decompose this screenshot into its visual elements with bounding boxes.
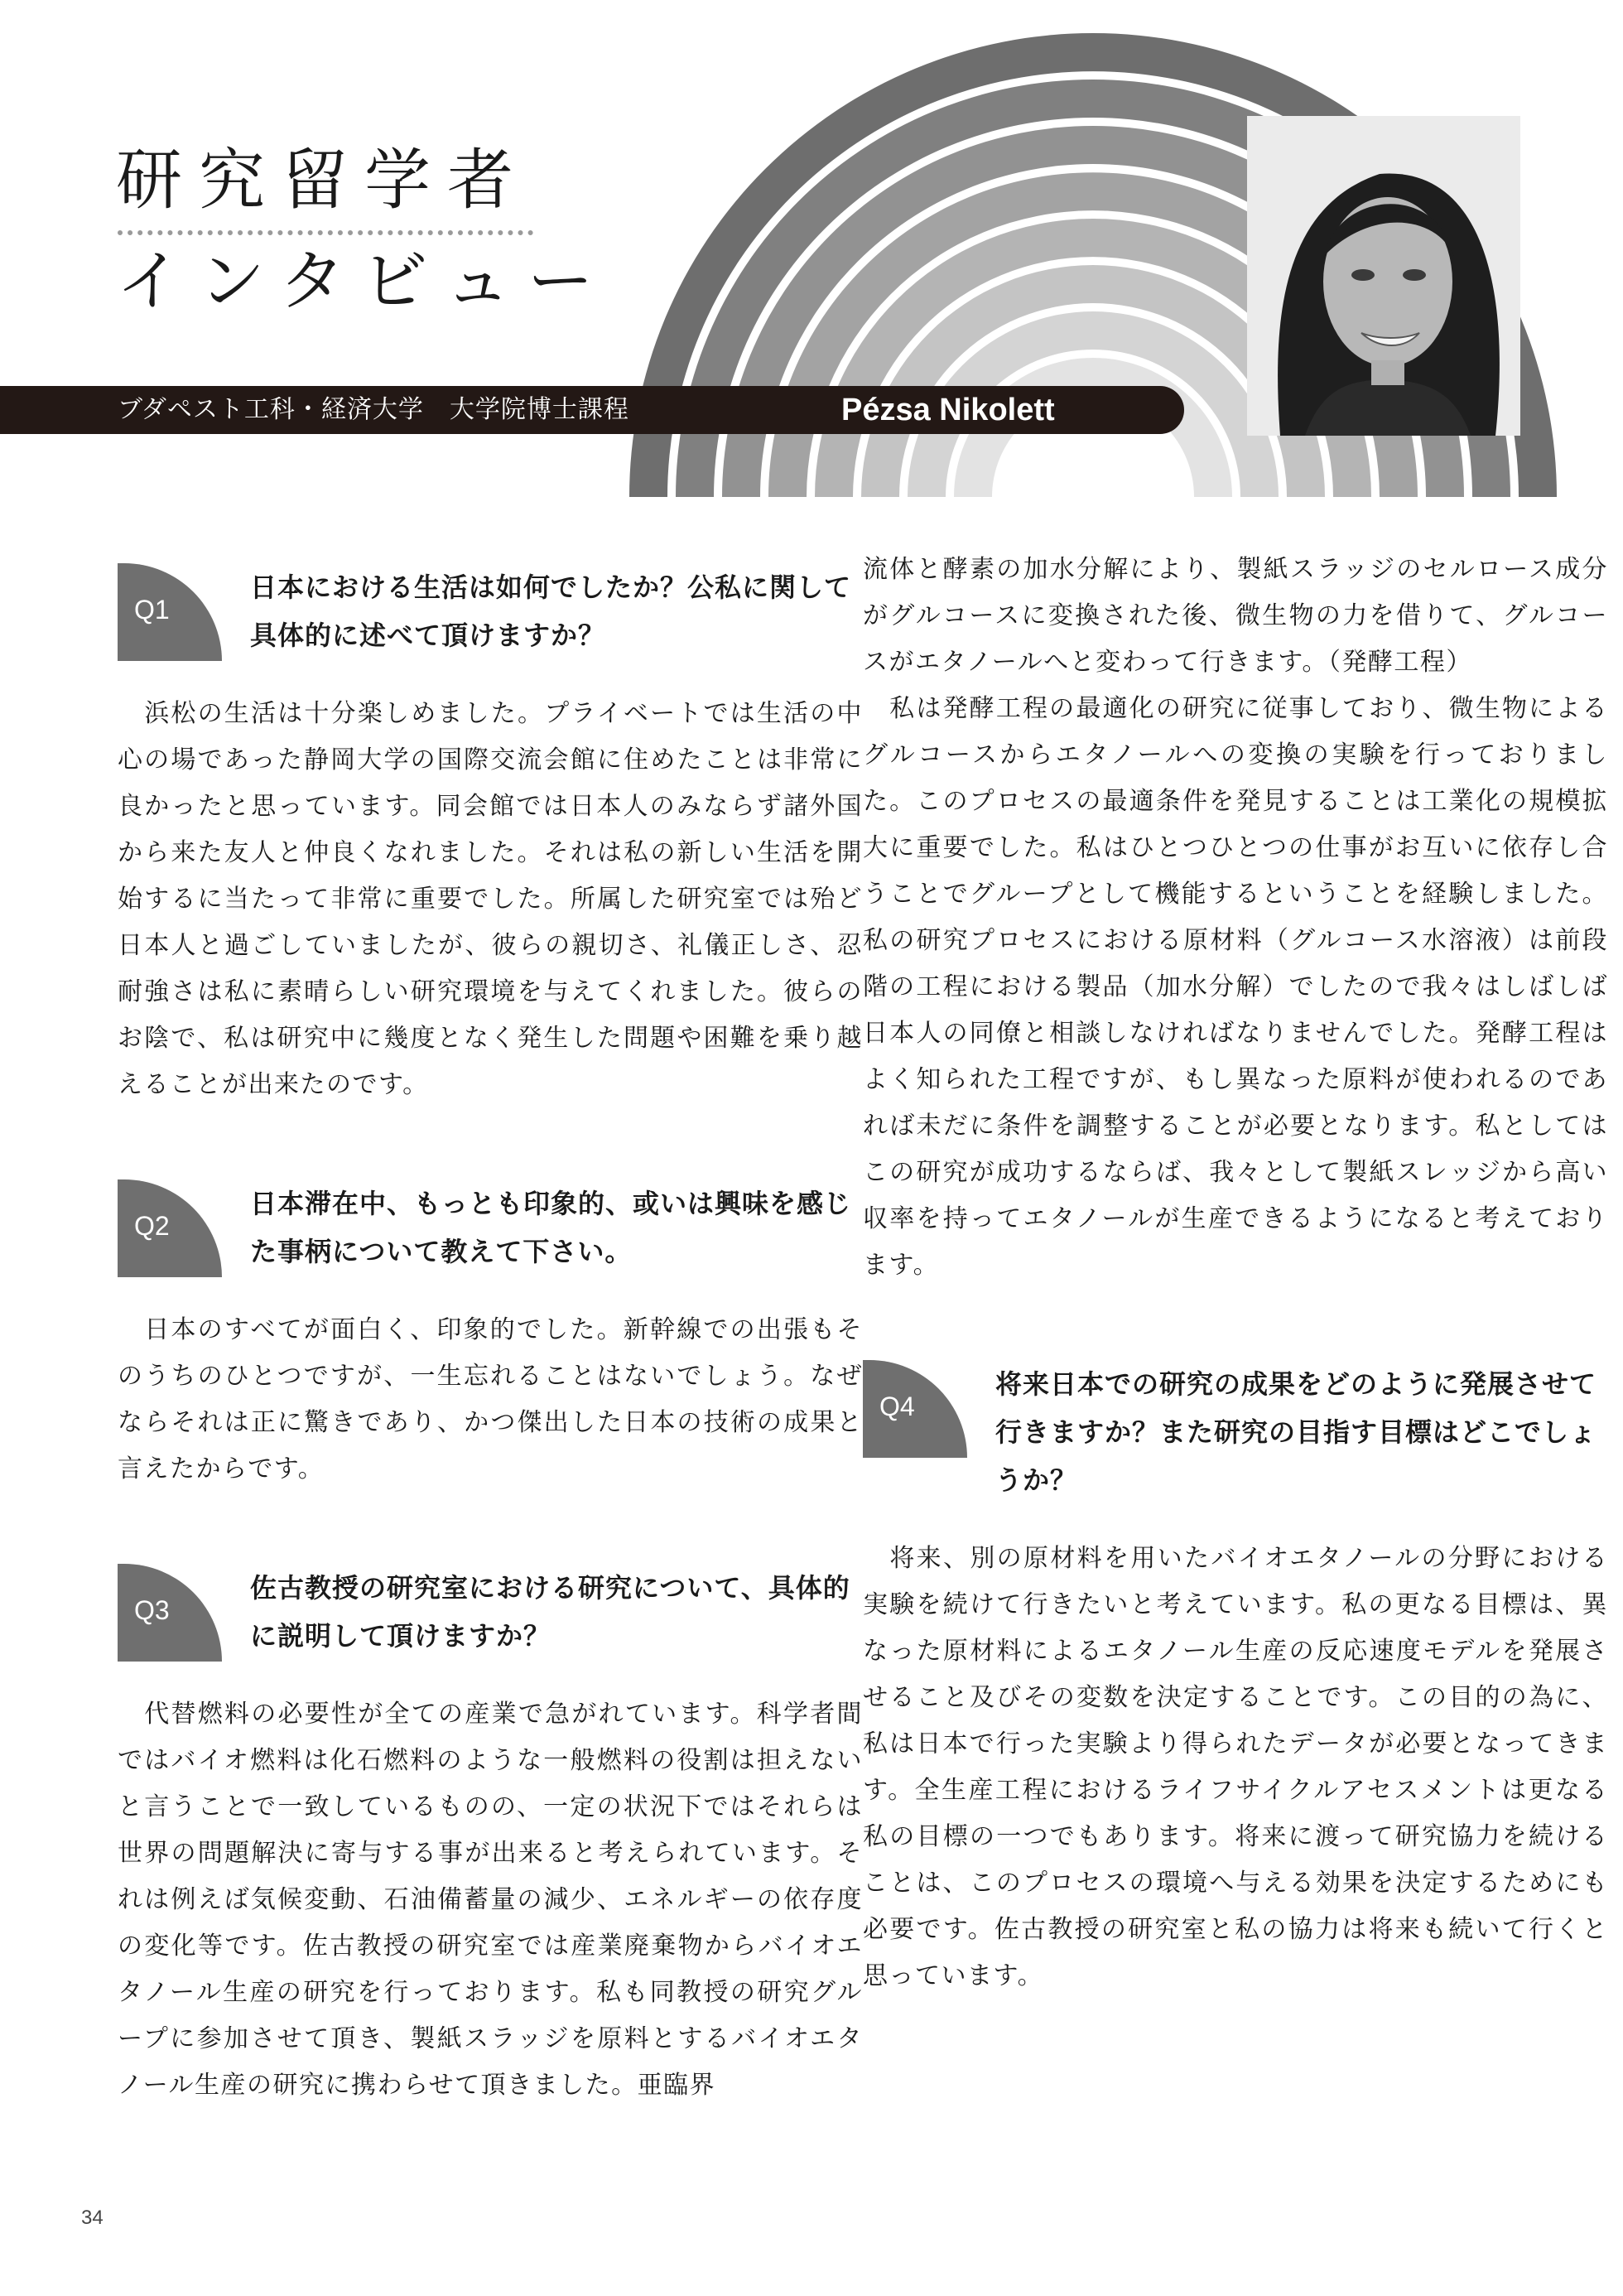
portrait-photo (1247, 116, 1520, 436)
q-label: Q3 (134, 1595, 170, 1625)
question-text: 日本における生活は如何でしたか？公私に関して具体的に述べて頂けますか？ (250, 572, 852, 651)
q-badge (118, 563, 222, 661)
q-label: Q1 (134, 595, 170, 625)
page-title-line2: インタビュー (116, 243, 610, 320)
left-column (118, 547, 863, 2109)
name-banner (0, 386, 1184, 434)
question-block-q3 (118, 1547, 863, 1660)
question-block-q4 (863, 1343, 1608, 1504)
answer-text-continued: 私は発酵工程の最適化の研究に従事しており、微生物によるグルコースからエタノールへの変換の実験を行っておりました。このプロセスの最適条件を発見することは工業化の規模拡大に重要でした。私はひとつひとつの仕事がお互いに依存し合うことでグループとして機能するということを経験しました。私の研究プロセスにおける原材料（グルコース水溶液）は前段階の工程における製品（加水分解）でしたので我々はしばしば日本人の同僚と相談しなければなりませんでした。発酵工程はよく知られた工程ですが、もし異なった原料が使われるのであれば未だに条件を調整することが必要となります。私としてはこの研究が成功するならば、我々として製紙スレッジから高い収率を持ってエタノールが生産できるようになると考えております。 (863, 694, 1608, 1280)
q-badge (118, 1564, 222, 1662)
answer-text: 将来、別の原材料を用いたバイオエタノールの分野における実験を続けて行きたいと考えています。私の更なる目標は、異なった原材料によるエタノール生産の反応速度モデルを発展させること及びその変数を決定することです。この目的の為に、私は日本で行った実験より得られたデータが必要となってきます。全生産工程におけるライフサイクルアセスメントは更なる私の目標の一つでもあります。将来に渡って研究協力を続けることは、このプロセスの環境へ与える効果を決定するためにも必要です。佐古教授の研究室と私の協力は将来も続いて行くと思っています。 (863, 1544, 1608, 1990)
question-block-q2 (118, 1163, 863, 1276)
question-block-q1 (118, 547, 863, 659)
page-title-line1: 研究留学者 (116, 142, 530, 219)
q-label: Q4 (879, 1392, 915, 1421)
title-dotted-divider (118, 230, 533, 235)
right-column (863, 547, 1608, 1999)
affiliation: ブダペスト工科・経済大学 大学院博士課程 (118, 395, 629, 424)
answer-text-continued: 流体と酵素の加水分解により、製紙スラッジのセルロース成分がグルコースに変換された後、微生物の力を借りて、グルコースがエタノールへと変わって行きます。（発酵工程） (863, 555, 1608, 677)
answer-text: 代替燃料の必要性が全ての産業で急がれています。科学者間ではバイオ燃料は化石燃料のような一般燃料の役割は担えないと言うことで一致しているものの、一定の状況下ではそれらは世界の問題解決に寄与する事が出来ると考えられています。それは例えば気候変動、石油備蓄量の減少、エネルギーの依存度の変化等です。佐古教授の研究室では産業廃棄物からバイオエタノール生産の研究を行っております。私も同教授の研究グループに参加させて頂き、製紙スラッジを原料とするバイオエタノール生産の研究に携わらせて頂きました。亜臨界 (118, 1700, 863, 2100)
question-text: 日本滞在中、もっとも印象的、或いは興味を感じた事柄について教えて下さい。 (250, 1188, 852, 1267)
interviewee-name: Pézsa Nikolett (841, 393, 1055, 427)
page-number: 34 (81, 2207, 104, 2229)
answer-text: 浜松の生活は十分楽しめました。プライベートでは生活の中心の場であった静岡大学の国際交流会館に住めたことは非常に良かったと思っています。同会館では日本人のみならず諸外国から来た友人と仲良くなれました。それは私の新しい生活を開始するに当たって非常に重要でした。所属した研究室では殆ど日本人と過ごしていましたが、彼らの親切さ、礼儀正しさ、忍耐強さは私に素晴らしい研究環境を与えてくれました。彼らのお陰で、私は研究中に幾度となく発生した問題や困難を乗り越えることが出来たのです。 (118, 699, 863, 1099)
question-text: 佐古教授の研究室における研究について、具体的に説明して頂けますか？ (250, 1572, 850, 1652)
q-label: Q2 (134, 1211, 170, 1241)
q-badge (863, 1360, 967, 1458)
answer-text: 日本のすべてが面白く、印象的でした。新幹線での出張もそのうちのひとつですが、一生忘れることはないでしょう。なぜならそれは正に驚きであり、かつ傑出した日本の技術の成果と言えたからです。 (118, 1315, 863, 1483)
q-badge (118, 1179, 222, 1277)
question-text: 将来日本での研究の成果をどのように発展させて行きますか？また研究の目指す目標はどこでしょうか？ (995, 1368, 1597, 1496)
